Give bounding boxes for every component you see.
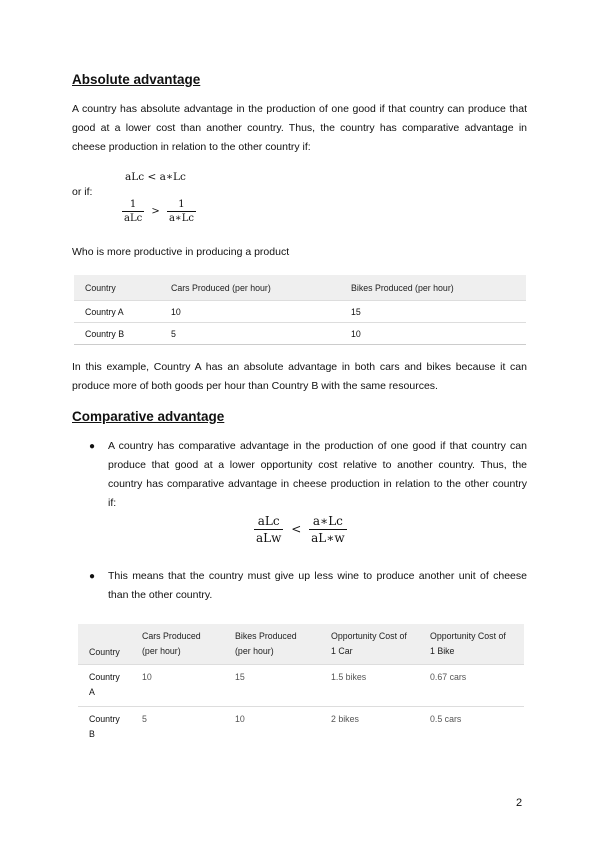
table-cell: Country A	[74, 301, 160, 323]
bullet-dot-icon: ●	[89, 571, 96, 582]
table-row	[78, 665, 524, 707]
comparative-advantage-heading: Comparative advantage	[72, 409, 225, 424]
absolute-advantage-heading: Absolute advantage	[72, 72, 201, 87]
table-cell: 1.5 bikes	[320, 665, 419, 707]
absolute-advantage-table	[74, 275, 526, 345]
ineq-left: aLc	[125, 171, 145, 183]
table-header-cell: Bikes Produced (per hour)	[340, 275, 526, 301]
fraction-left-denominator: aLw	[256, 531, 282, 545]
absolute-conclusion: In this example, Country A has an absolute advantage in both cars and bikes because it can produce more of both goods per hour than Country B with the same resources.	[72, 361, 527, 392]
table-header-cell: Cars Produced (per hour)	[131, 624, 224, 665]
fraction-op: >	[151, 206, 160, 217]
table-cell: 5	[160, 323, 340, 345]
fraction-left-denominator: aLc	[124, 213, 143, 224]
fraction-right-denominator: aL∗w	[311, 531, 345, 545]
comparative-bullet-1: A country has comparative advantage in the production of one good if that country can produce that good at a lower opportunity cost relative to another country. Thus, the country has comparative advantage in cheese production in relation to the other country if:	[108, 440, 527, 509]
table-cell: 0.67 cars	[419, 665, 524, 707]
table-cell: 15	[224, 665, 320, 707]
table-header-cell: Opportunity Cost of 1 Car	[320, 624, 419, 665]
fraction-right-numerator: 1	[178, 199, 185, 210]
absolute-advantage-paragraph: A country has absolute advantage in the production of one good if that country can produce that good at a lower cost than another country. Thus, the country has comparative advantage in cheese production in relation to the other country if:	[72, 103, 527, 153]
fraction-left-numerator: 1	[129, 199, 137, 210]
productivity-question: Who is more productive in producing a product	[72, 246, 290, 258]
table-header-cell: Cars Produced (per hour)	[160, 275, 340, 301]
fraction-left-numerator: aLc	[257, 514, 280, 528]
absolute-inequality	[125, 171, 186, 183]
fraction-left	[122, 199, 144, 224]
fraction-right-numerator: a∗Lc	[312, 514, 343, 528]
table-header-row	[78, 624, 524, 665]
table-row	[74, 301, 526, 323]
table-row	[74, 323, 526, 345]
table-header-cell: Bikes Produced (per hour)	[224, 624, 320, 665]
table-header-row	[74, 275, 526, 301]
table-cell: 0.5 cars	[430, 714, 462, 724]
bullet-dot-icon: ●	[89, 441, 96, 452]
table-cell: 15	[340, 301, 526, 323]
ineq-right: a∗Lc	[159, 171, 186, 183]
fraction-right	[167, 199, 196, 224]
table-header-cell: Opportunity Cost of 1 Bike	[419, 624, 524, 665]
table-cell: 2 bikes	[331, 714, 359, 724]
table-cell: 10	[131, 665, 224, 707]
fraction-left	[254, 514, 283, 545]
table-cell: 5	[142, 714, 147, 724]
table-cell: Country A	[78, 665, 131, 707]
table-row	[78, 707, 524, 749]
fraction-right	[309, 514, 347, 545]
table-header-cell: Country	[78, 624, 131, 665]
fraction-right-denominator: a∗Lc	[168, 213, 194, 224]
table-cell: Country B	[89, 714, 120, 739]
table-header-cell: Country	[74, 275, 160, 301]
comparative-advantage-table	[78, 624, 524, 748]
comparative-fraction-inequality	[254, 514, 347, 545]
table-cell: 10	[160, 301, 340, 323]
or-if-label: or if:	[72, 186, 93, 198]
page-number: 2	[516, 797, 523, 809]
table-cell: 10	[235, 714, 245, 724]
table-cell: Country B	[74, 323, 160, 345]
fraction-op: <	[291, 522, 302, 536]
absolute-fraction-inequality	[122, 199, 196, 224]
table-cell: 10	[340, 323, 526, 345]
ineq-op: <	[147, 171, 157, 183]
comparative-bullet-2: This means that the country must give up less wine to produce another unit of cheese than the other country.	[108, 570, 527, 601]
